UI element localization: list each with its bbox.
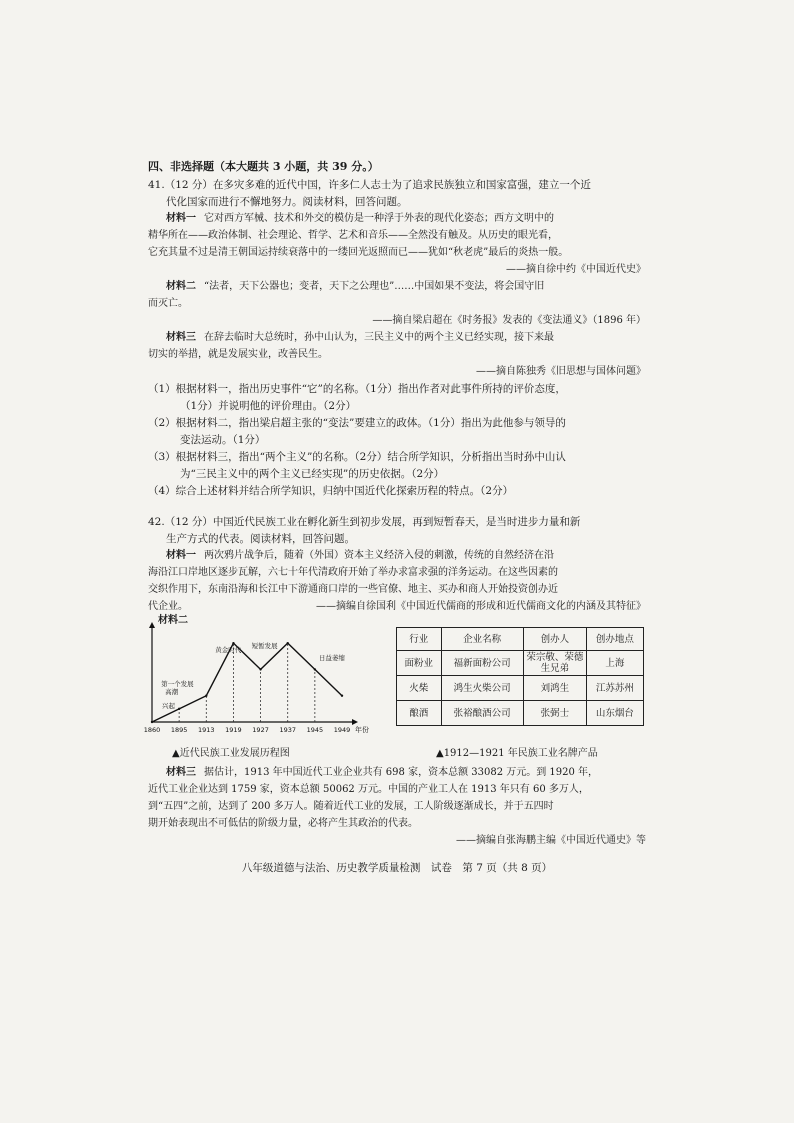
q42-material-1-line-3: 交织作用下，东南沿海和长江中下游通商口岸的一些官僚、地主、买办和商人开始投资创办近 (148, 584, 558, 595)
table-cell: 面粉业 (397, 651, 442, 676)
q41-material-1-line-3: 它充其量不过是清王朝国运持续衰落中的一缕回光返照而已——犹如“秋老虎”最后的炎热一般。 (148, 247, 569, 258)
x-tick-label: 1937 (279, 726, 296, 734)
annotation-label: 短暂发展 (251, 642, 278, 650)
material-label: 材料三 (166, 767, 196, 778)
annotation-label: 兴起 (162, 702, 175, 710)
table-header: 创办人 (523, 628, 586, 651)
data-point (151, 721, 153, 723)
annotation-label: 高潮 (165, 688, 179, 696)
q42-intro-line-2: 生产方式的代表。阅读材料，回答问题。 (166, 533, 355, 545)
q42-material-3-line-4: 期开始表现出不可低估的阶级力量，必将产生其政治的代表。 (148, 818, 418, 829)
q42-material-3-line-2: 近代工业企业达到 1759 家，资本总额 50062 万元。中国的产业工人在 1913 年只有 60 多万人， (148, 784, 589, 795)
x-tick-label: 1949 (333, 726, 351, 734)
x-axis-label: 年份 (355, 726, 369, 734)
q41-sub-1: （1）根据材料一，指出历史事件“它”的名称。（1分）指出作者对此事件所持的评价态度， (148, 383, 566, 395)
q42-intro-line-1: 42.（12 分）中国近代民族工业在孵化新生到初步发展，再到短暂春天，是当时进步力量和新 (148, 516, 581, 528)
x-tick-label: 1945 (306, 726, 324, 734)
table-header: 行业 (397, 628, 442, 651)
table-row (397, 676, 644, 701)
page-footer: 八年级道德与法治、历史教学质量检测 试卷 第 7 页（共 8 页） (241, 862, 553, 874)
data-point (314, 668, 316, 670)
table-cell: 江苏苏州 (586, 676, 643, 701)
q42-material-1 (166, 549, 554, 563)
material-label: 材料一 (166, 213, 196, 224)
q41-material-1 (166, 212, 554, 226)
q41-material-1-source: ——摘自徐中约《中国近代史》 (506, 264, 646, 275)
material-label: 材料一 (166, 550, 196, 561)
table-cell: 山东烟台 (586, 701, 643, 726)
table-cell: 张弼士 (523, 701, 586, 726)
table-cell: 张裕酿酒公司 (441, 701, 523, 726)
q42-material-1-line-4: 代企业。 (148, 601, 188, 612)
material-text: 据估计，1913 年中国近代工业企业共有 698 家，资本总额 33082 万元。到 1920 年， (204, 767, 599, 778)
chart-marks (151, 641, 346, 723)
brand-products-table (396, 627, 644, 726)
q41-intro-line-2: 代化国家而进行不懈地努力。阅读材料，回答问题。 (166, 196, 408, 208)
data-point (178, 708, 180, 710)
q41-material-2-source: ——摘自梁启超在《时务报》发表的《变法通义》（1896 年） (372, 315, 646, 326)
material-text: 在辞去临时大总统时，孙中山认为，三民主义中的两个主义已经实现，接下来最 (204, 332, 554, 343)
table-cell: 荣宗敬、荣德生兄弟 (523, 651, 586, 676)
q41-sub-2-cont: 变法运动。（1分） (180, 434, 266, 446)
industry-development-chart (143, 622, 369, 742)
q41-sub-3-cont: 为“三民主义中的两个主义已经实现”的历史依据。（2分） (180, 468, 445, 480)
q41-intro-line-1: 41.（12 分）在多灾多难的近代中国，许多仁人志士为了追求民族独立和国家富强，建立一个近 (148, 179, 591, 191)
material-label: 材料三 (166, 332, 196, 343)
data-point (205, 695, 207, 697)
table-cell: 上海 (586, 651, 643, 676)
table-row (397, 651, 644, 676)
annotation-label: 第一个发展 (161, 680, 194, 688)
data-point (341, 695, 343, 697)
table-cell: 鸿生火柴公司 (441, 676, 523, 701)
chart-axes (144, 622, 369, 734)
table-header: 创办地点 (586, 628, 643, 651)
table-header: 企业名称 (441, 628, 523, 651)
data-point (232, 642, 234, 644)
table-caption: ▲1912—1921 年民族工业名牌产品 (436, 748, 598, 759)
q42-material-3-line-3: 到“五四”之前，达到了 200 多万人。随着近代工业的发展，工人阶级逐渐成长，并于五四时 (148, 801, 554, 812)
table-cell: 福新面粉公司 (441, 651, 523, 676)
q42-material-3-source: ——摘编自张海鹏主编《中国近代通史》等 (456, 835, 646, 846)
x-tick-label: 1913 (198, 726, 215, 734)
q41-material-2 (166, 280, 544, 294)
x-tick-label: 1860 (143, 726, 161, 734)
q42-material-1-line-2: 海沿江口岸地区逐步瓦解，六七十年代清政府开始了举办求富求强的洋务运动。在这些因素的 (148, 567, 558, 578)
q42-material-2-label: 材料二 (158, 615, 188, 626)
q41-sub-4: （4）综合上述材料并结合所学知识，归纳中国近代化探索历程的特点。（2分） (148, 485, 514, 497)
x-tick-label: 1895 (170, 726, 188, 734)
chart-caption: ▲近代民族工业发展历程图 (172, 748, 290, 759)
x-axis-arrow (352, 719, 358, 725)
section-title: 四、非选择题（本大题共 3 小题，共 39 分。） (148, 160, 379, 173)
q41-sub-2: （2）根据材料二，指出梁启超主张的“变法”要建立的政体。（1分）指出为此他参与领导的 (148, 417, 566, 429)
table-header-row (397, 628, 644, 651)
q41-material-1-line-2: 精华所在——政治体制、社会理论、哲学、艺术和音乐——全然没有触及。从历史的眼光看， (148, 230, 558, 241)
q41-material-3-line-2: 切实的举措，就是发展实业，改善民生。 (148, 349, 328, 360)
annotation-label: 黄金时代 (215, 646, 242, 654)
q41-material-3 (166, 331, 554, 345)
material-text: 两次鸦片战争后，随着（外国）资本主义经济入侵的刺激，传统的自然经济在沿 (204, 550, 554, 561)
annotation-label: 日益萎缩 (318, 654, 345, 662)
q41-sub-1-cont: （1分）并说明他的评价理由。（2分） (180, 400, 357, 412)
y-axis-arrow (149, 622, 155, 628)
q42-material-1-source: ——摘编自徐国利《中国近代儒商的形成和近代儒商文化的内涵及其特征》 (316, 601, 646, 612)
material-text: “法者，天下公器也；变者，天下之公理也”……中国如果不变法，将会国守旧 (204, 281, 545, 292)
q41-sub-3: （3）根据材料三，指出“两个主义”的名称。（2分）结合所学知识，分析指出当时孙中山认 (148, 451, 566, 463)
data-point (259, 668, 261, 670)
table-cell: 火柴 (397, 676, 442, 701)
data-point (287, 642, 289, 644)
q42-material-3 (166, 766, 598, 780)
q41-material-2-line-2: 而灭亡。 (148, 298, 188, 309)
x-tick-label: 1927 (252, 726, 269, 734)
material-label: 材料二 (166, 281, 196, 292)
table-cell: 酿酒 (397, 701, 442, 726)
table-row (397, 701, 644, 726)
q41-material-3-source: ——摘自陈独秀《旧思想与国体问题》 (476, 366, 646, 377)
x-tick-label: 1919 (225, 726, 242, 734)
material-text: 它对西方军械、技术和外交的模仿是一种浮于外表的现代化姿态；西方文明中的 (204, 213, 554, 224)
table-cell: 刘鸿生 (523, 676, 586, 701)
